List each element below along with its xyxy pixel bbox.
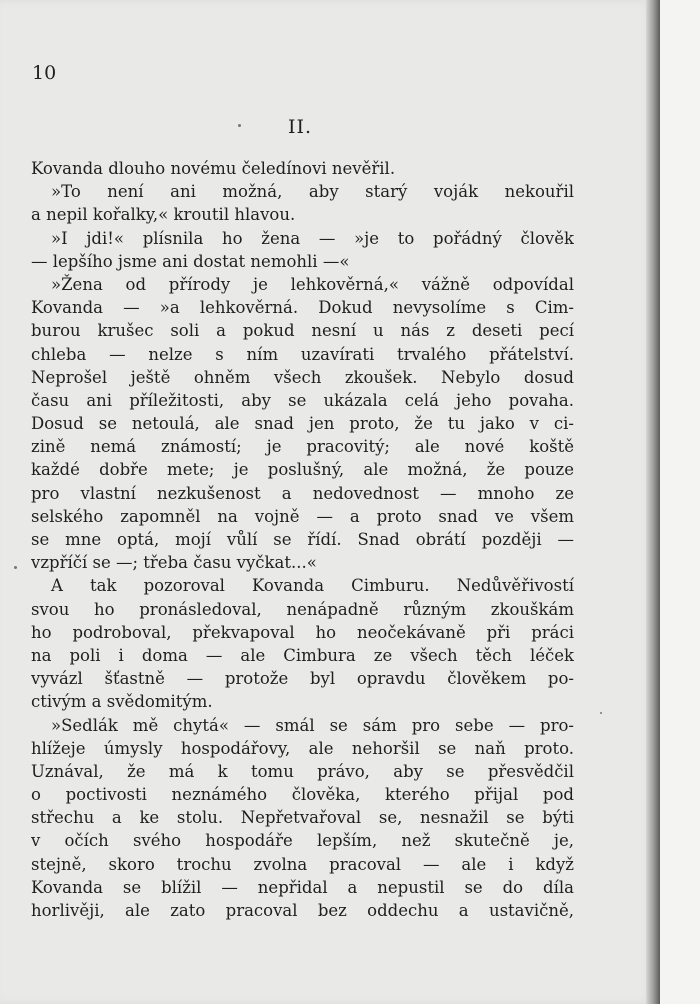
text-line: »To není ani možná, aby starý voják nekouřil: [51, 182, 574, 202]
text-line: hlížeje úmysly hospodářovy, ale nehoršil se naň proto.: [31, 738, 574, 758]
text-line: »Sedlák mě chytá« — smál se sám pro sebe — pro-: [51, 715, 574, 735]
text-line: svou ho pronásledoval, nenápadně různým zkouškám: [31, 599, 574, 619]
text-line: vzpříčí se —; třeba času vyčkat...«: [31, 553, 317, 573]
text-line: a nepil kořalky,« kroutil hlavou.: [31, 205, 296, 225]
chapter-heading: II.: [288, 116, 313, 138]
text-line: Kovanda dlouho novému čeledínovi nevěřil.: [31, 159, 396, 178]
paper-speck: [14, 566, 17, 569]
text-line: burou krušec soli a pokud nesní u nás z deseti pecí: [31, 321, 574, 341]
text-line: selského zapomněl na vojně — a proto snad ve všem: [31, 506, 574, 526]
text-line: Dosud se netoulá, ale snad jen proto, že tu jako v ci-: [31, 414, 574, 434]
text-line: času ani příležitosti, aby se ukázala celá jeho povaha.: [31, 390, 574, 410]
text-line: »Žena od přírody je lehkověrná,« vážně odpovídal: [51, 274, 574, 294]
text-line: Kovanda se blížil — nepřidal a nepustil se do díla: [31, 877, 574, 897]
paper-speck: [238, 124, 241, 127]
text-line: »I jdi!« plísnila ho žena — »je to pořádný člověk: [51, 228, 574, 248]
text-line: Kovanda — »a lehkověrná. Dokud nevysolíme s Cim-: [31, 298, 574, 318]
text-line: — lepšího jsme ani dostat nemohli —«: [31, 251, 350, 271]
text-line: každé dobře mete; je poslušný, ale možná, že pouze: [31, 460, 574, 480]
text-line: se mne optá, mojí vůlí se řídí. Snad obrátí později —: [31, 530, 574, 549]
text-line: vyvázl šťastně — protože byl opravdu člověkem po-: [31, 669, 574, 689]
page-number: 10: [32, 62, 57, 84]
text-line: stejně, skoro trochu zvolna pracoval — ale i když: [31, 854, 574, 874]
body-text: [31, 157, 574, 922]
text-line: horlivěji, ale zato pracoval bez oddechu a ustavičně,: [31, 901, 574, 920]
text-line: o poctivosti neznámého člověka, kterého přijal pod: [31, 785, 574, 805]
facing-page: [660, 0, 700, 1004]
text-line: Neprošel ještě ohněm všech zkoušek. Nebylo dosud: [31, 367, 574, 387]
text-line: pro vlastní nezkušenost a nedovednost — mnoho ze: [31, 483, 574, 503]
text-line: v očích svého hospodáře lepším, než skutečně je,: [31, 831, 574, 851]
text-line: A tak pozoroval Kovanda Cimburu. Nedůvěřivostí: [51, 576, 574, 596]
text-line: ctivým a svědomitým.: [31, 692, 213, 712]
text-line: chleba — nelze s ním uzavírati trvalého přátelství.: [31, 344, 574, 364]
text-line: zině nemá známostí; je pracovitý; ale nové koště: [31, 437, 574, 457]
text-line: Uznával, že má k tomu právo, aby se přesvědčil: [31, 761, 574, 781]
text-line: střechu a ke stolu. Nepřetvařoval se, nesnažil se býti: [31, 808, 574, 828]
page-edge: [646, 0, 660, 1004]
text-line: ho podroboval, překvapoval ho neočekávaně při práci: [31, 622, 574, 642]
paper-speck: [600, 712, 602, 714]
text-line: na poli i doma — ale Cimbura ze všech těch léček: [31, 645, 574, 665]
